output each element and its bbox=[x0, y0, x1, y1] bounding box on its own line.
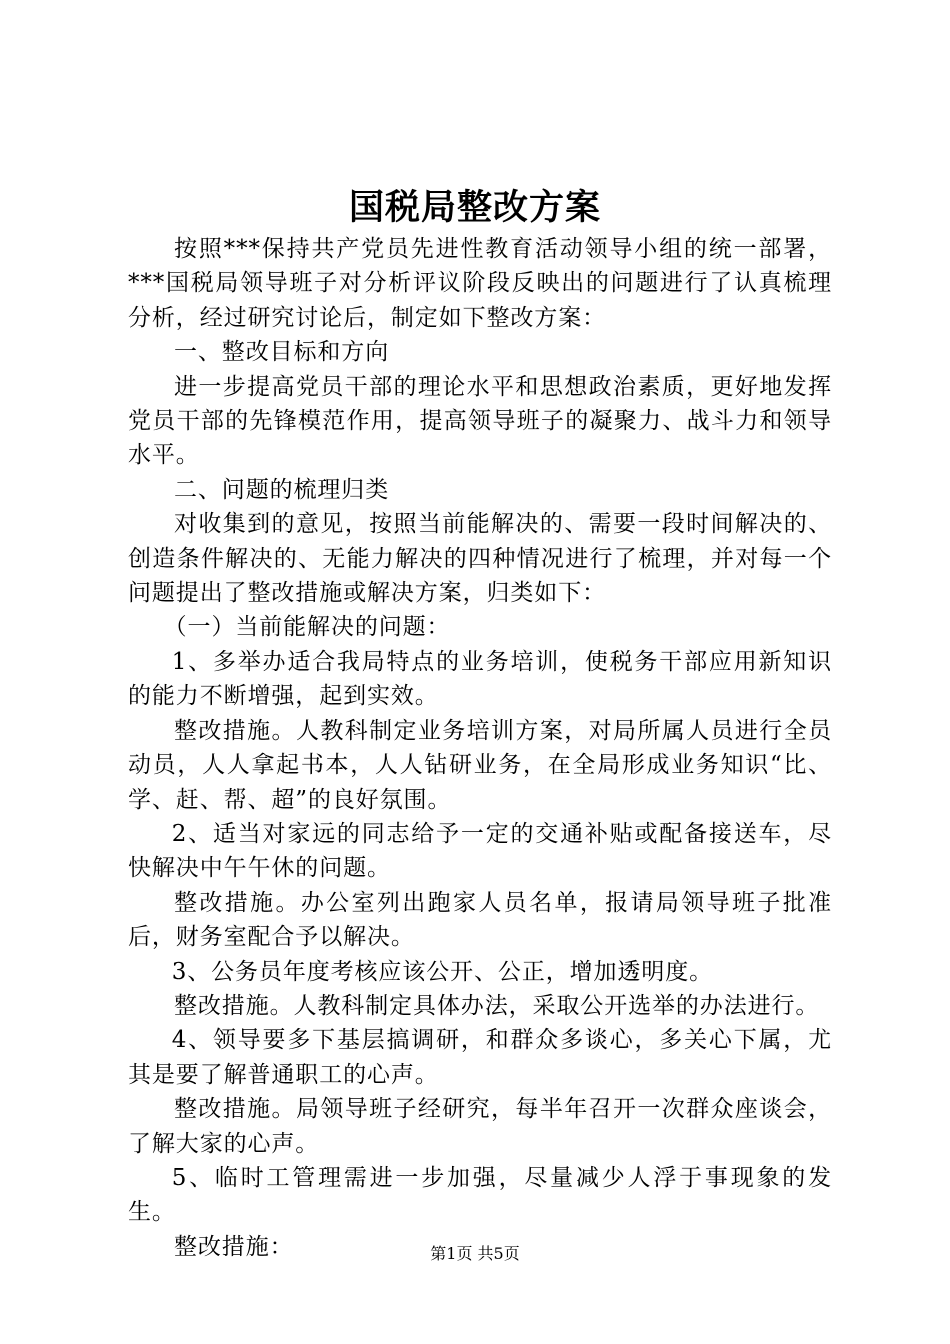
intro-paragraph: 按照***保持共产党员先进性教育活动领导小组的统一部署，***国税局领导班子对分析评议阶段反映出的问题进行了认真梳理分析，经过研究讨论后，制定如下整改方案： bbox=[128, 236, 832, 331]
issue-item-5: 5、临时工管理需进一步加强，尽量减少人浮于事现象的发生。 bbox=[128, 1164, 832, 1226]
page-footer: 第1页 共5页 bbox=[430, 1244, 520, 1263]
measure-item-4: 整改措施。局领导班子经研究，每半年召开一次群众座谈会，了解大家的心声。 bbox=[128, 1096, 832, 1157]
goals-paragraph: 进一步提高党员干部的理论水平和思想政治素质，更好地发挥党员干部的先锋模范作用，提高领导班子的凝聚力、战斗力和领导水平。 bbox=[128, 373, 832, 469]
measure-item-3: 整改措施。人教科制定具体办法，采取公开选举的办法进行。 bbox=[174, 992, 820, 1019]
document-body bbox=[128, 232, 832, 1264]
measure-item-2: 整改措施。办公室列出跑家人员名单，报请局领导班子批准后，财务室配合予以解决。 bbox=[128, 889, 832, 951]
classification-paragraph: 对收集到的意见，按照当前能解决的、需要一段时间解决的、创造条件解决的、无能力解决的四种情况进行了梳理，并对每一个问题提出了整改措施或解决方案，归类如下： bbox=[128, 511, 832, 607]
issue-item-4: 4、领导要多下基层搞调研，和群众多谈心，多关心下属，尤其是要了解普通职工的心声。 bbox=[128, 1027, 832, 1088]
document-title: 国税局整改方案 bbox=[348, 187, 601, 228]
issue-item-3: 3、公务员年度考核应该公开、公正，增加透明度。 bbox=[171, 958, 714, 985]
issue-item-1: 1、多举办适合我局特点的业务培训，使税务干部应用新知识的能力不断增强，起到实效。 bbox=[128, 648, 832, 710]
section-heading-goals: 一、整改目标和方向 bbox=[174, 339, 390, 366]
subsection-heading-current: （一）当前能解决的问题： bbox=[163, 614, 451, 641]
measure-item-1: 整改措施。人教科制定业务培训方案，对局所属人员进行全员动员，人人拿起书本，人人钻研业务，在全局形成业务知识“比、学、赶、帮、超”的良好氛围。 bbox=[128, 717, 832, 813]
measure-item-5: 整改措施： bbox=[174, 1233, 294, 1260]
section-heading-classification: 二、问题的梳理归类 bbox=[174, 476, 390, 503]
issue-item-2: 2、适当对家远的同志给予一定的交通补贴或配备接送车，尽快解决中午午休的问题。 bbox=[128, 820, 832, 882]
